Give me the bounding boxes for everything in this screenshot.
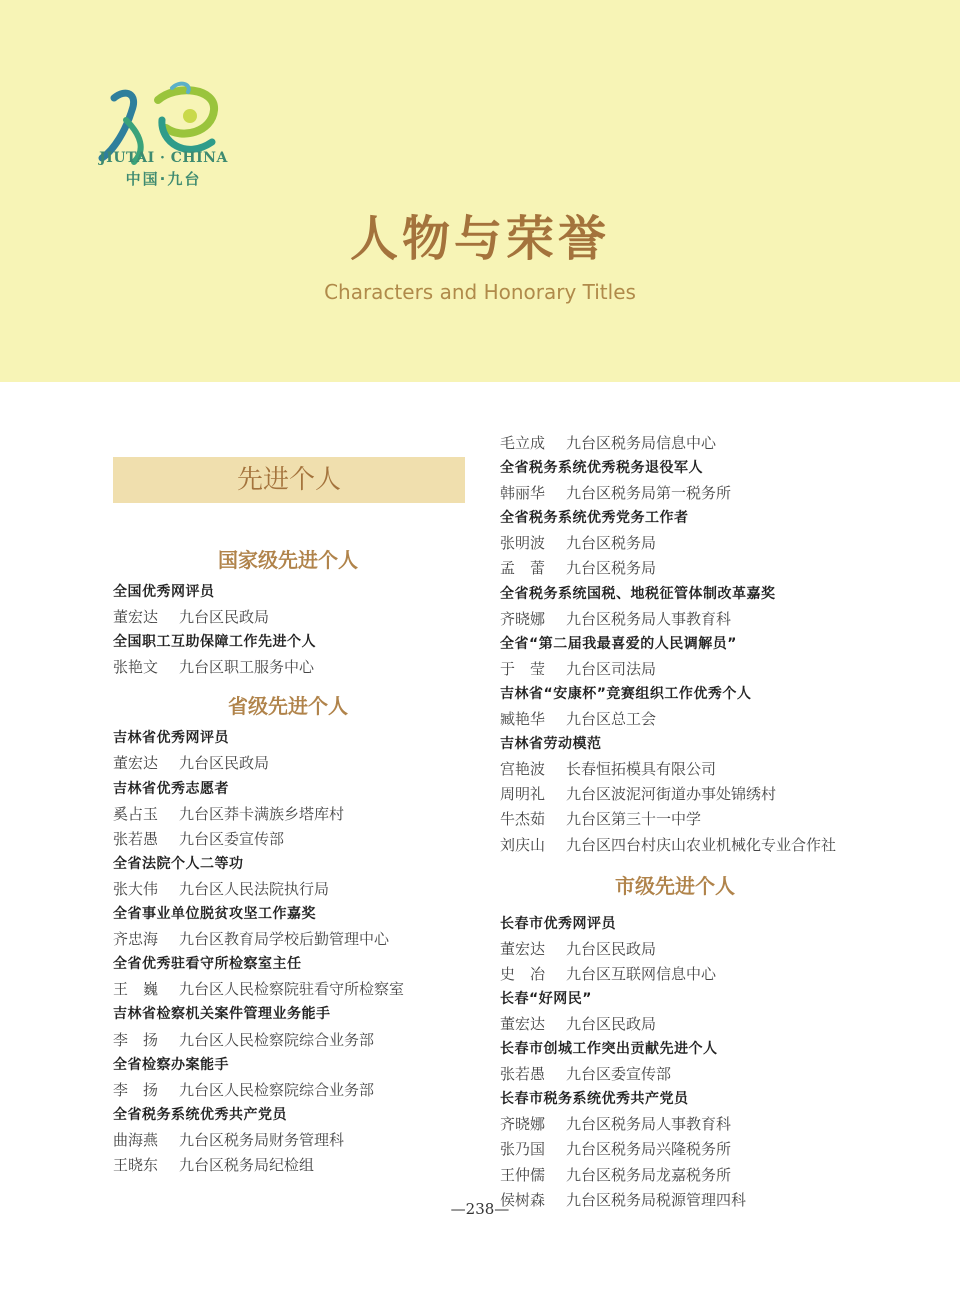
- person-name: 奚占玉: [113, 804, 159, 823]
- person-name: 史 冶: [500, 964, 546, 983]
- person-entry: [500, 707, 940, 732]
- person-name: 宫艳波: [500, 760, 546, 779]
- person-entry: [500, 657, 940, 682]
- person-name: 毛立成: [500, 434, 546, 452]
- page-subtitle: Characters and Honorary Titles: [324, 280, 636, 304]
- award-title: 吉林省检察机关案件管理业务能手: [113, 1006, 331, 1023]
- award-title: 全省检察办案能手: [113, 1056, 229, 1073]
- award-title: 全省“第二届我最喜爱的人民调解员”: [500, 635, 737, 652]
- award-title: 长春市创城工作突出贡献先进个人: [500, 1041, 718, 1058]
- person-entry: [500, 556, 940, 581]
- person-entry: [500, 531, 940, 556]
- person-entry: [500, 1137, 940, 1162]
- award-title: 吉林省优秀志愿者: [113, 780, 229, 797]
- award-title: 吉林省劳动模范: [500, 736, 602, 753]
- award-title: 全省税务系统优秀税务退役军人: [500, 460, 703, 477]
- person-entry: [500, 1112, 940, 1137]
- person-name: 李 扬: [113, 1030, 159, 1049]
- person-entry: [113, 977, 483, 1002]
- person-entry: [113, 827, 483, 852]
- award-title: 吉林省优秀网评员: [113, 730, 229, 747]
- award-title: 全省税务系统优秀党务工作者: [500, 510, 689, 527]
- person-organization: 九台区委宣传部: [179, 829, 285, 848]
- national-heading: 国家级先进个人: [218, 548, 358, 572]
- person-name: 曲海燕: [113, 1130, 159, 1149]
- award-title: 全省税务系统国税、地税征管体制改革嘉奖: [500, 585, 776, 602]
- person-organization: 九台区税务局: [566, 534, 657, 553]
- person-entry: [113, 655, 483, 680]
- person-entry: [500, 962, 940, 987]
- person-entry: [500, 833, 940, 858]
- person-organization: 九台区民政局: [179, 608, 270, 627]
- person-organization: 长春恒拓模具有限公司: [566, 760, 717, 779]
- left-column: [113, 540, 483, 1178]
- award-title: 全省法院个人二等功: [113, 855, 244, 872]
- person-organization: 九台区司法局: [566, 659, 657, 678]
- person-name: 董宏达: [500, 939, 546, 958]
- person-organization: 九台区人民法院执行局: [179, 879, 330, 898]
- person-organization: 九台区税务局人事教育科: [566, 609, 732, 628]
- person-organization: 九台区职工服务中心: [179, 658, 315, 677]
- page-title: 人物与荣誉: [349, 211, 610, 267]
- person-name: 王 巍: [113, 980, 159, 999]
- person-name: 刘庆山: [500, 835, 546, 854]
- person-organization: 九台区税务局兴隆税务所: [566, 1140, 732, 1159]
- person-organization: 九台区波泥河街道办事处锦绣村: [566, 785, 777, 804]
- person-name: 王仲儒: [500, 1165, 546, 1184]
- person-organization: 九台区教育局学校后勤管理中心: [179, 930, 390, 949]
- person-entry: [500, 431, 940, 456]
- person-organization: 九台区委宣传部: [566, 1065, 672, 1084]
- person-entry: [113, 802, 483, 827]
- person-entry: [500, 807, 940, 832]
- person-organization: 九台区人民检察院驻看守所检察室: [179, 980, 405, 999]
- award-title: 长春“好网民”: [500, 990, 592, 1007]
- person-organization: 九台区总工会: [566, 710, 657, 729]
- person-organization: 九台区税务局第一税务所: [566, 484, 732, 503]
- person-entry: [113, 877, 483, 902]
- award-title: 长春市税务系统优秀共产党员: [500, 1091, 689, 1108]
- header-band: [0, 0, 960, 382]
- section-label: 先进个人: [236, 465, 341, 495]
- award-title: 全国优秀网评员: [113, 584, 215, 600]
- person-name: 张明波: [500, 534, 546, 553]
- person-organization: 九台区四台村庆山农业机械化专业合作社: [566, 835, 837, 854]
- person-organization: 九台区民政局: [179, 754, 270, 773]
- logo-chinese-text: 中国·九台: [125, 170, 202, 188]
- person-name: 齐晓娜: [500, 609, 546, 628]
- person-organization: 九台区互联网信息中心: [566, 964, 717, 983]
- person-entry: [113, 1028, 483, 1053]
- person-name: 齐忠海: [113, 930, 159, 949]
- award-title: 长春市优秀网评员: [500, 915, 616, 932]
- person-organization: 九台区税务局税源管理四科: [566, 1190, 747, 1209]
- person-entry: [500, 1062, 940, 1087]
- person-entry: [113, 927, 483, 952]
- page-number: —238—: [450, 1200, 510, 1218]
- person-name: 臧艳华: [500, 710, 546, 729]
- person-organization: 九台区莽卡满族乡塔库村: [179, 804, 345, 823]
- section-header-box: [113, 457, 465, 503]
- person-organization: 九台区税务局人事教育科: [566, 1115, 732, 1134]
- person-name: 侯树森: [500, 1190, 546, 1209]
- person-entry: [113, 1128, 483, 1153]
- person-name: 韩丽华: [500, 484, 546, 503]
- person-organization: 九台区第三十一中学: [566, 810, 702, 829]
- person-name: 孟 蕾: [500, 559, 546, 578]
- person-name: 李 扬: [113, 1080, 159, 1099]
- person-name: 于 莹: [500, 659, 546, 678]
- person-entry: [500, 757, 940, 782]
- continued-list: [500, 431, 940, 858]
- person-name: 张大伟: [113, 879, 159, 898]
- person-name: 董宏达: [500, 1014, 546, 1033]
- person-name: 董宏达: [113, 608, 159, 627]
- person-entry: [113, 605, 483, 630]
- person-organization: 九台区税务局纪检组: [179, 1155, 315, 1174]
- person-organization: 九台区税务局财务管理科: [179, 1130, 345, 1149]
- person-organization: 九台区民政局: [566, 939, 657, 958]
- person-entry: [500, 607, 940, 632]
- person-entry: [113, 1153, 483, 1178]
- person-organization: 九台区人民检察院综合业务部: [179, 1080, 375, 1099]
- municipal-heading: 市级先进个人: [615, 873, 735, 898]
- person-entry: [113, 1078, 483, 1103]
- award-title: 全国职工互助保障工作先进个人: [113, 634, 316, 651]
- person-entry: [500, 481, 940, 506]
- award-title: 吉林省“安康杯”竞赛组织工作优秀个人: [500, 685, 752, 702]
- person-organization: 九台区税务局龙嘉税务所: [566, 1165, 732, 1184]
- person-entry: [500, 1163, 940, 1188]
- municipal-list: [500, 912, 940, 1213]
- person-entry: [500, 1012, 940, 1037]
- person-name: 董宏达: [113, 754, 159, 773]
- right-column: [500, 431, 940, 1213]
- person-entry: [113, 751, 483, 776]
- person-name: 张艳文: [113, 658, 159, 677]
- logo-latin-text: JIUTAI · CHINA: [99, 150, 228, 166]
- person-name: 周明礼: [500, 785, 546, 804]
- person-organization: 九台区民政局: [566, 1014, 657, 1033]
- award-title: 全省税务系统优秀共产党员: [113, 1106, 287, 1123]
- person-name: 牛杰茹: [500, 810, 546, 829]
- person-name: 张乃国: [500, 1140, 546, 1159]
- person-entry: [500, 782, 940, 807]
- person-name: 齐晓娜: [500, 1115, 546, 1134]
- person-name: 张若愚: [113, 829, 159, 848]
- person-organization: 九台区人民检察院综合业务部: [179, 1030, 375, 1049]
- person-name: 王晓东: [113, 1155, 159, 1174]
- person-entry: [500, 937, 940, 962]
- person-organization: 九台区税务局信息中心: [566, 434, 717, 452]
- award-title: 全省事业单位脱贫攻坚工作嘉奖: [113, 906, 316, 923]
- provincial-list: [113, 726, 483, 1178]
- person-organization: 九台区税务局: [566, 559, 657, 578]
- national-list: [113, 580, 483, 680]
- provincial-heading: 省级先进个人: [228, 694, 348, 719]
- award-title: 全省优秀驻看守所检察室主任: [113, 956, 302, 973]
- person-name: 张若愚: [500, 1065, 546, 1084]
